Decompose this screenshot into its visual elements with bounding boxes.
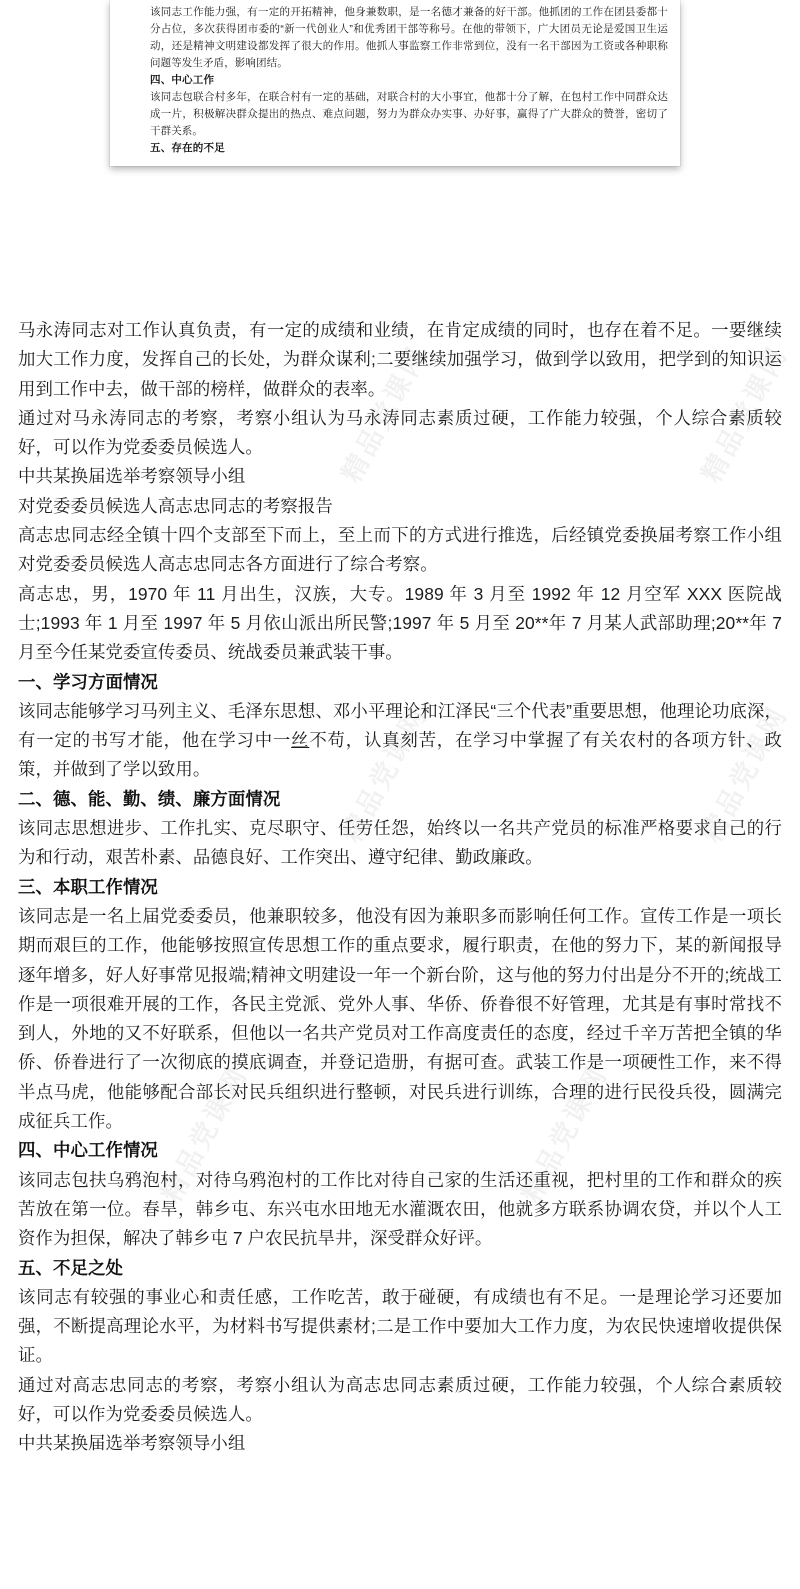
- report-title-gao-zhizhong: 对党委委员候选人高志忠同志的考察报告: [18, 495, 333, 516]
- watermark-text: 精品党课网: [336, 700, 434, 848]
- paragraph-main-duties: 该同志是一名上届党委委员，他兼职较多，他没有因为兼职多而影响任何工作。宣传工作是一项长期而艰巨的工作，他能够按照宣传思想工作的重点要求，履行职责，在他的努力下，某的新闻报导逐年增多，好人好事常见报端;精神文明建设一年一个新台阶，这与他的努力付出是分不开的;统战工作是一项很难开展的工作，各民主党派、党外人事、华侨、侨眷很不好管理，尤其是有事时常找不到人，外地的又不好联系，但他以一名共产党员对工作高度责任的态度，经过千辛万苦把全镇的华侨、侨眷进行了一次彻底的摸底调查，并登记造册，有据可查。武装工作是一项硬性工作，来不得半点马虎，他能够配合部长对民兵组织进行整顿，对民兵进行训练，合理的进行民役兵役，圆满完成征兵工作。: [18, 905, 782, 1132]
- text-after-underline: 不苟，认真刻苦，在学习中掌握了有关农村的各项方针、政策，并做到了学以致用。: [18, 730, 782, 780]
- text-before-underline: 该同志能够学习马列主义、毛泽东思想、邓小平理论和江泽民“三个代表”重要思想，他理论功底深，有一定的书写才能，他在学习中一: [18, 700, 782, 751]
- signature-line: 中共某换届选举考察领导小组: [18, 466, 246, 487]
- section-heading-4: 四、中心工作情况: [18, 1140, 158, 1161]
- document-preview-card: [110, 0, 680, 166]
- paragraph-selection-process: 高志忠同志经全镇十四个支部至下而上，至上而下的方式进行推选，后经镇党委换届考察工作小组对党委委员候选人高志忠同志各方面进行了综合考察。: [18, 525, 782, 575]
- paragraph-study-situation: [18, 697, 782, 785]
- preview-card-content: [110, 0, 680, 157]
- paragraph-shortcomings: 该同志有较强的事业心和责任感，工作吃苦，敢于碰硬，有成绩也有不足。一是理论学习还要加强，不断提高理论水平，为材料书写提供素材;二是工作中要加大工作力度，为农民快速增收提供保证。: [18, 1286, 782, 1366]
- paragraph-biography: 高志忠，男，1970 年 11 月出生，汉族，大专。1989 年 3 月至 1992 年 12 月空军 XXX 医院战士;1993 年 1 月至 1997 年 5 月依山派出所民警;1997 年 5 月至 20**年 7 月某人武部助理;20**年 7 月至今任某党委宣传委员、统战委员兼武装干事。: [18, 583, 782, 663]
- watermark-text: 精品党课网: [516, 1060, 614, 1208]
- section-heading-5: 五、不足之处: [18, 1257, 123, 1278]
- section-heading-2: 二、德、能、勤、绩、廉方面情况: [18, 788, 281, 809]
- section-heading-1: 一、学习方面情况: [18, 671, 158, 692]
- paragraph-central-work: 该同志包扶乌鸦泡村，对待乌鸦泡村的工作比对待自己家的生活还重视，把村里的工作和群众的疾苦放在第一位。春旱，韩乡屯、东兴屯水田地无水灌溉农田，他就多方联系协调农贷，并以个人工资作为担保，解决了韩乡屯 7 户农民抗旱井，深受群众好评。: [18, 1169, 782, 1249]
- watermark-text: 精品党课网: [696, 700, 794, 848]
- watermark-text: 精品党课网: [696, 340, 794, 488]
- section-heading-3: 三、本职工作情况: [18, 876, 158, 897]
- preview-card-surface: [110, 0, 680, 166]
- document-body: [0, 316, 800, 1459]
- underlined-text: 丝: [291, 730, 310, 751]
- watermark-text: 精品党课网: [156, 1060, 254, 1208]
- preview-heading: 四、中心工作: [150, 74, 215, 86]
- preview-paragraph: 该同志工作能力强，有一定的开拓精神，他身兼数职，是一名德才兼备的好干部。他抓团的工作在团县委都十分占位，多次获得团市委的“新一代创业人”和优秀团干部等称号。在他的带领下，广大团员无论是爱国卫生运动，还是精神文明建设都发挥了很大的作用。他抓人事监察工作非常到位，没有一名干部因为工资或各种职称问题等发生矛盾，影响团结。: [150, 6, 668, 69]
- watermark-text: 精品党课网: [336, 340, 434, 488]
- signature-line: 中共某换届选举考察领导小组: [18, 1433, 246, 1454]
- preview-paragraph: 该同志包联合村多年，在联合村有一定的基础，对联合村的大小事宜，他都十分了解，在包村工作中同群众达成一片，积极解决群众提出的热点、难点问题，努力为群众办实事、办好事，赢得了广大群众的赞誉，密切了干群关系。: [150, 91, 668, 137]
- preview-heading: 五、存在的不足: [150, 142, 225, 154]
- paragraph-gao-zhizhong-conclusion: 通过对高志忠同志的考察，考察小组认为高志忠同志素质过硬，工作能力较强，个人综合素质较好，可以作为党委委员候选人。: [18, 1374, 782, 1424]
- paragraph-ma-yongtao-summary: 马永涛同志对工作认真负责，有一定的成绩和业绩，在肯定成绩的同时，也存在着不足。一要继续加大工作力度，发挥自己的长处，为群众谋利;二要继续加强学习，做到学以致用，把学到的知识运用到工作中去，做干部的榜样，做群众的表率。: [18, 320, 782, 399]
- paragraph-ma-yongtao-conclusion: 通过对马永涛同志的考察，考察小组认为马永涛同志素质过硬，工作能力较强，个人综合素质较好，可以作为党委委员候选人。: [18, 407, 782, 458]
- paragraph-virtue-ability: 该同志思想进步、工作扎实、克尽职守、任劳任怨，始终以一名共产党员的标准严格要求自己的行为和行动，艰苦朴素、品德良好、工作突出、遵守纪律、勤政廉政。: [18, 818, 782, 868]
